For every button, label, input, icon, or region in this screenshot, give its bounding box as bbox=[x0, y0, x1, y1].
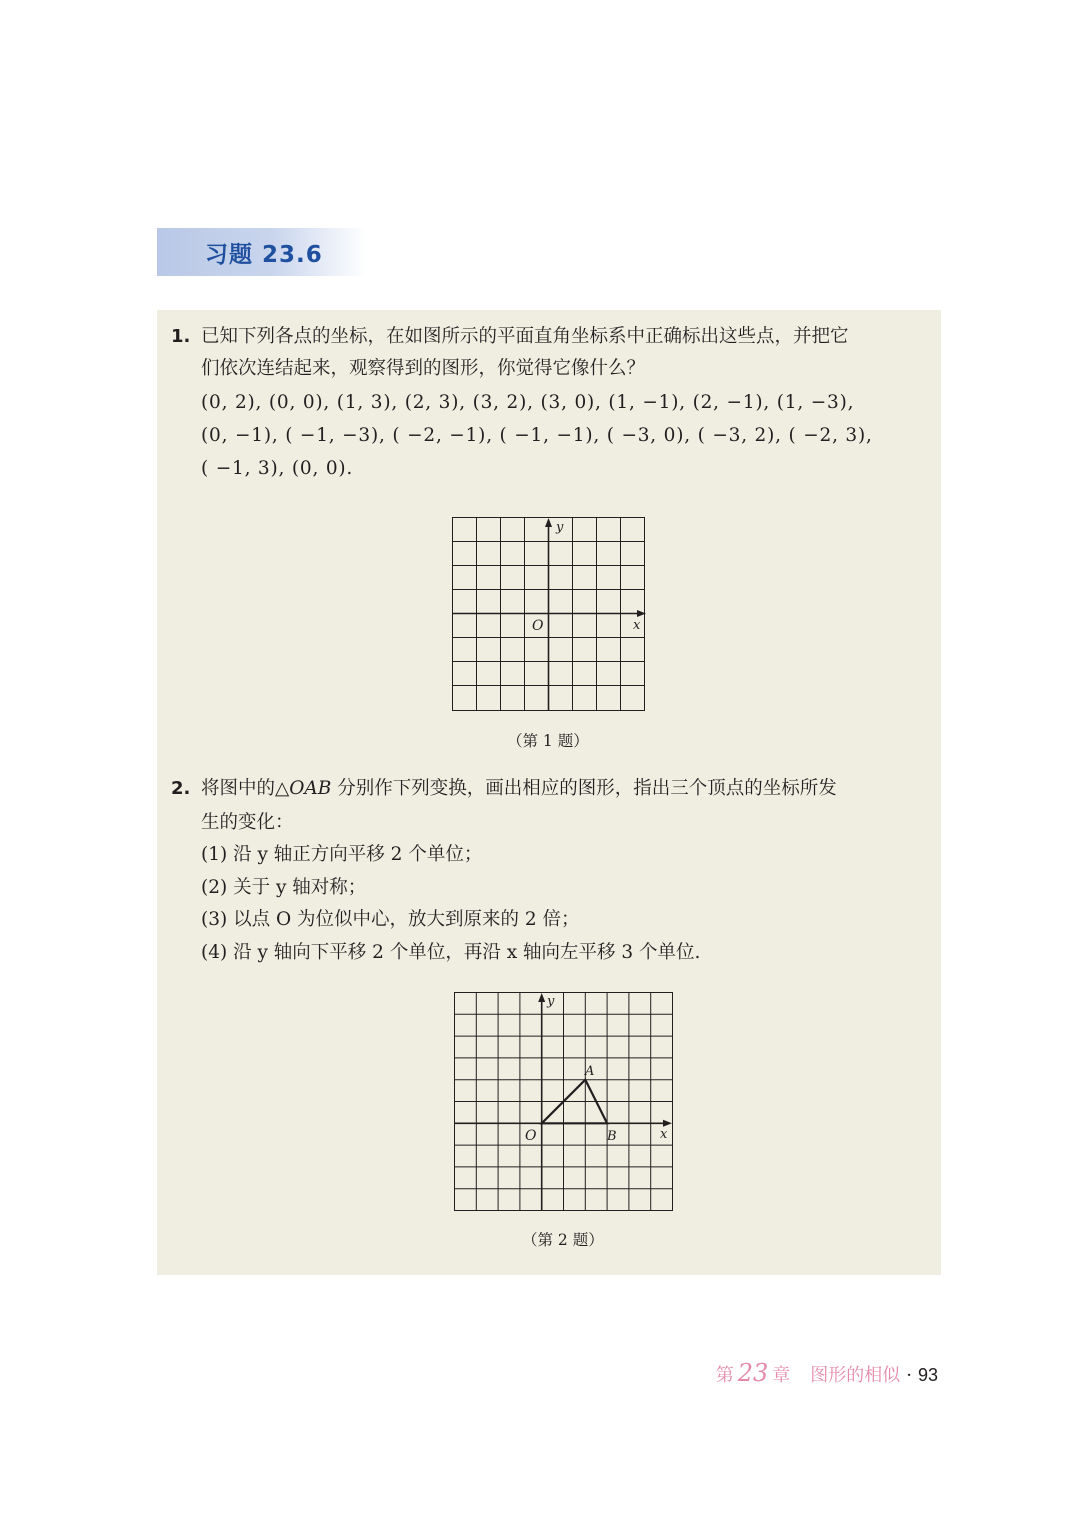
question-2-number: 2. bbox=[171, 778, 191, 799]
figure-1-origin-label: O bbox=[532, 618, 544, 634]
question-1-line-1: 已知下列各点的坐标，在如图所示的平面直角坐标系中正确标出这些点，并把它 bbox=[201, 326, 849, 347]
section-header bbox=[157, 228, 367, 276]
question-2-line-2: 生的变化： bbox=[201, 812, 294, 833]
page-footer bbox=[716, 1360, 938, 1389]
figure-1-grid bbox=[452, 517, 652, 713]
question-1-coords-3: ( −1, 3), (0, 0). bbox=[201, 458, 354, 479]
question-1-line-2: 们依次连结起来，观察得到的图形，你觉得它像什么？ bbox=[201, 358, 646, 379]
figure-1-svg bbox=[452, 517, 652, 713]
question-2-sub-2: (2) 关于 y 轴对称； bbox=[201, 877, 367, 898]
figure-2-x-label: x bbox=[660, 1127, 668, 1142]
question-2-sub-4: (4) 沿 y 轴向下平移 2 个单位，再沿 x 轴向左平移 3 个单位. bbox=[201, 942, 701, 963]
section-title: 习题 23.6 bbox=[205, 242, 323, 268]
question-2-sub-1: (1) 沿 y 轴正方向平移 2 个单位； bbox=[201, 844, 483, 865]
footer-separator: · bbox=[906, 1365, 912, 1386]
question-2-sub-3: (3) 以点 O 为位似中心，放大到原来的 2 倍； bbox=[201, 909, 580, 930]
figure-2-y-arrow bbox=[538, 993, 545, 1002]
question-2-line-1 bbox=[201, 777, 837, 801]
footer-chapter-number: 23 bbox=[737, 1359, 769, 1387]
figure-1-y-arrow bbox=[545, 518, 552, 527]
figure-1-caption: （第 1 题） bbox=[507, 732, 589, 750]
figure-2-origin-label: O bbox=[525, 1128, 537, 1144]
figure-2-x-arrow bbox=[663, 1120, 672, 1127]
figure-2-grid bbox=[454, 992, 678, 1214]
exercise-box bbox=[157, 310, 941, 1275]
figure-2-svg bbox=[454, 992, 678, 1214]
figure-1-y-label: y bbox=[556, 520, 564, 535]
question-2-triangle-name: OAB bbox=[289, 778, 332, 799]
figure-2-y-label: y bbox=[547, 994, 555, 1009]
figure-2-caption: （第 2 题） bbox=[522, 1231, 604, 1249]
footer-chapter-prefix: 第 bbox=[715, 1365, 734, 1386]
figure-2-point-b-label: B bbox=[607, 1129, 617, 1144]
question-1-number: 1. bbox=[171, 326, 191, 347]
footer-chapter-title: 图形的相似 bbox=[810, 1365, 901, 1386]
figure-1-x-label: x bbox=[633, 618, 641, 633]
question-1-coords-1: (0, 2), (0, 0), (1, 3), (2, 3), (3, 2), (3, 0), (1, −1), (2, −1), (1, −3), bbox=[201, 392, 855, 413]
question-2-line-1-a: 将图中的△ bbox=[201, 778, 290, 799]
question-2-line-1-c: 分别作下列变换，画出相应的图形，指出三个顶点的坐标所发 bbox=[331, 778, 837, 799]
page-number: 93 bbox=[917, 1365, 938, 1385]
footer-chapter-suffix: 章 bbox=[772, 1365, 791, 1386]
figure-2-point-a-label: A bbox=[585, 1064, 595, 1079]
question-1-coords-2: (0, −1), ( −1, −3), ( −2, −1), ( −1, −1), ( −3, 0), ( −3, 2), ( −2, 3), bbox=[201, 425, 873, 446]
